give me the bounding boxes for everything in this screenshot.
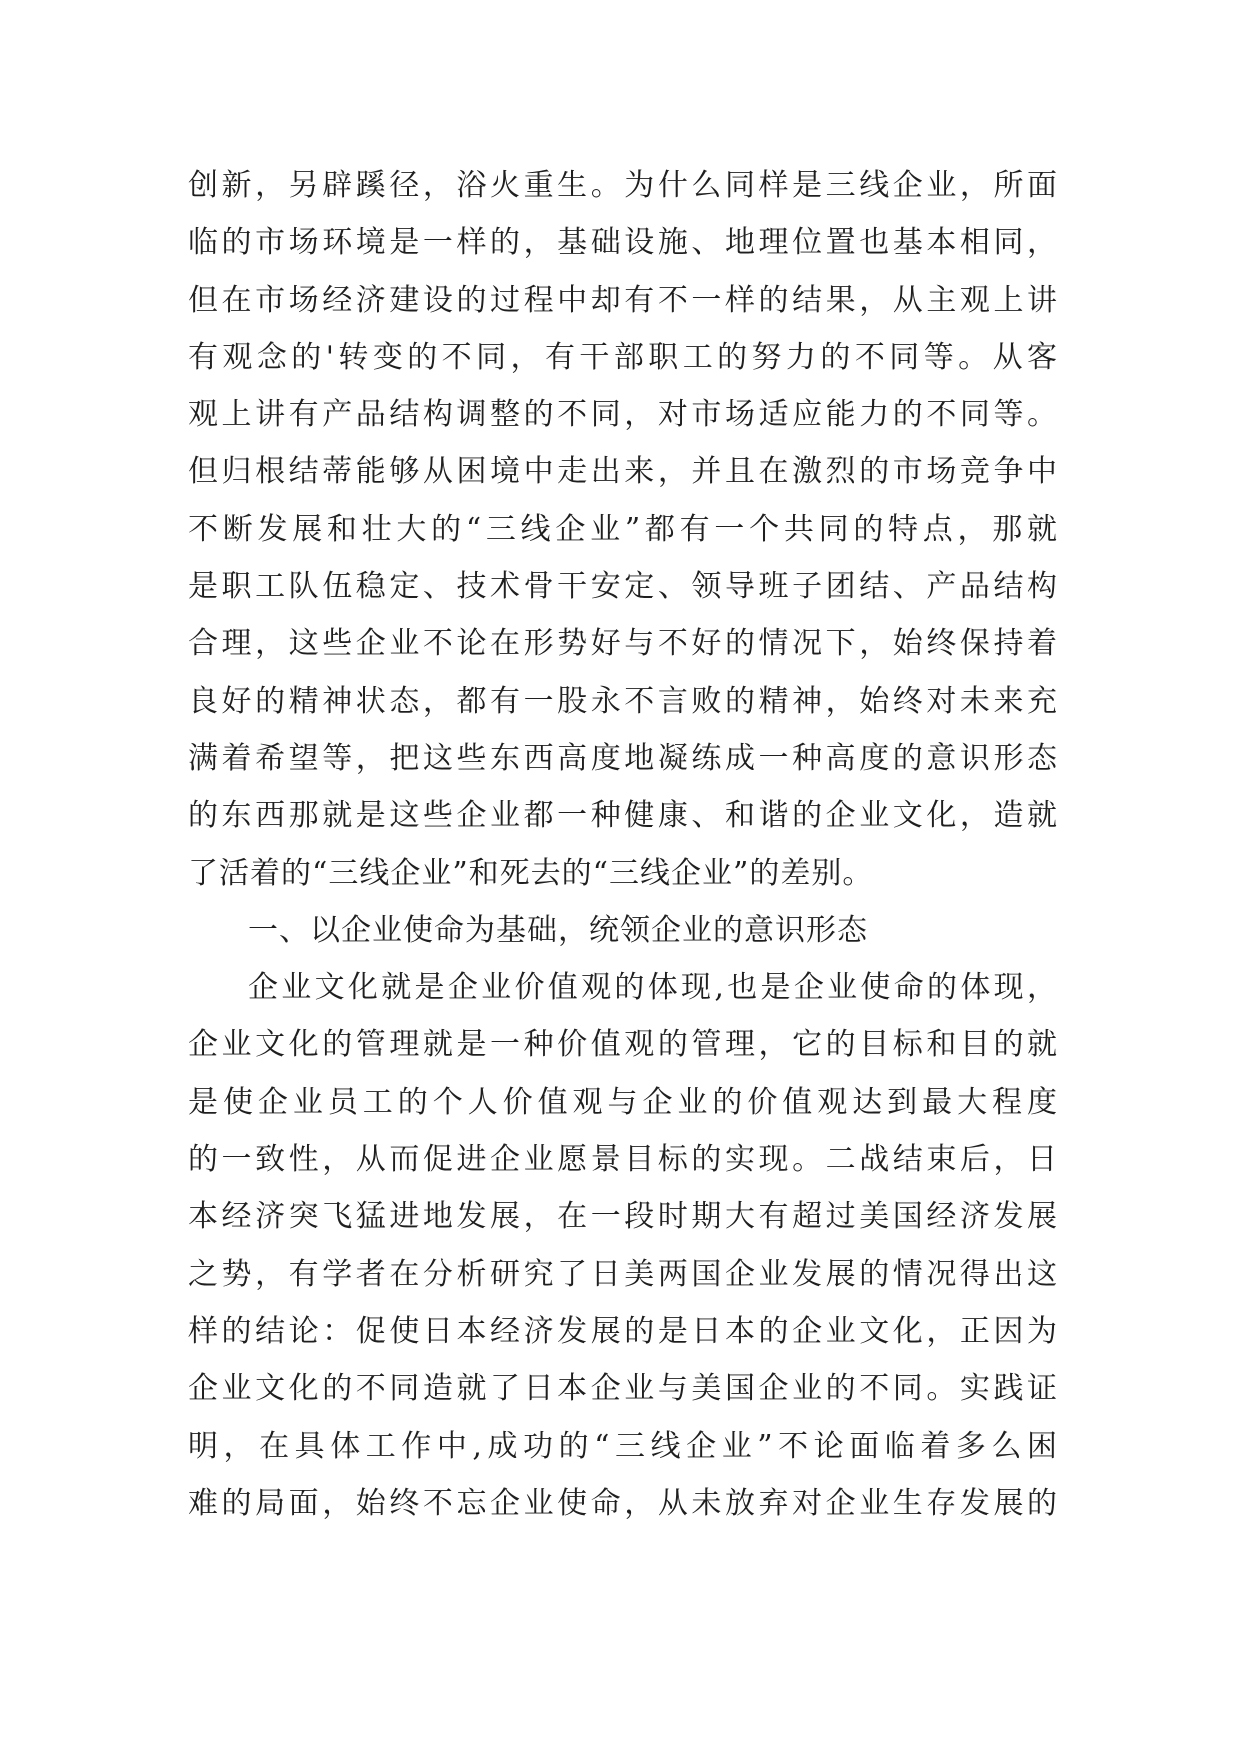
text-line: 临的市场环境是一样的，基础设施、地理位置也基本相同， — [188, 225, 1058, 261]
section-heading: 一、以企业使命为基础，统领企业的意识形态 — [248, 912, 868, 948]
text-line: 样的结论：促使日本经济发展的是日本的企业文化，正因为 — [188, 1313, 1058, 1349]
text-line: 的东西那就是这些企业都一种健康、和谐的企业文化，造就 — [188, 798, 1058, 834]
text-line: 企业文化就是企业价值观的体现,也是企业使命的体现， — [248, 970, 1058, 1006]
text-line: 之势，有学者在分析研究了日美两国企业发展的情况得出这 — [188, 1256, 1058, 1292]
text-line: 有观念的'转变的不同，有干部职工的努力的不同等。从客 — [188, 339, 1058, 375]
text-line: 了活着的“三线企业”和死去的“三线企业”的差别。 — [188, 855, 874, 891]
text-line: 企业文化的不同造就了日本企业与美国企业的不同。实践证 — [188, 1371, 1058, 1407]
text-line: 满着希望等，把这些东西高度地凝练成一种高度的意识形态 — [188, 740, 1058, 776]
text-line: 的一致性，从而促进企业愿景目标的实现。二战结束后，日 — [188, 1142, 1058, 1178]
text-line: 但在市场经济建设的过程中却有不一样的结果，从主观上讲 — [188, 282, 1058, 318]
text-line: 企业文化的管理就是一种价值观的管理，它的目标和目的就 — [188, 1027, 1058, 1063]
text-line: 是职工队伍稳定、技术骨干安定、领导班子团结、产品结构 — [188, 569, 1058, 605]
document-body — [188, 157, 1058, 1532]
text-line: 本经济突飞猛进地发展，在一段时期大有超过美国经济发展 — [188, 1199, 1058, 1235]
text-line: 明，在具体工作中,成功的“三线企业”不论面临着多么困 — [188, 1428, 1058, 1464]
text-line: 但归根结蒂能够从困境中走出来，并且在激烈的市场竞争中 — [188, 454, 1058, 490]
text-line: 观上讲有产品结构调整的不同，对市场适应能力的不同等。 — [188, 397, 1058, 433]
text-line: 是使企业员工的个人价值观与企业的价值观达到最大程度 — [188, 1084, 1058, 1120]
text-line: 创新，另辟蹊径，浴火重生。为什么同样是三线企业，所面 — [188, 168, 1058, 203]
text-line: 不断发展和壮大的“三线企业”都有一个共同的特点，那就 — [188, 511, 1058, 547]
text-line: 难的局面，始终不忘企业使命，从未放弃对企业生存发展的 — [188, 1485, 1058, 1521]
text-line: 良好的精神状态，都有一股永不言败的精神，始终对未来充 — [188, 683, 1058, 719]
text-line: 合理，这些企业不论在形势好与不好的情况下，始终保持着 — [188, 626, 1058, 662]
